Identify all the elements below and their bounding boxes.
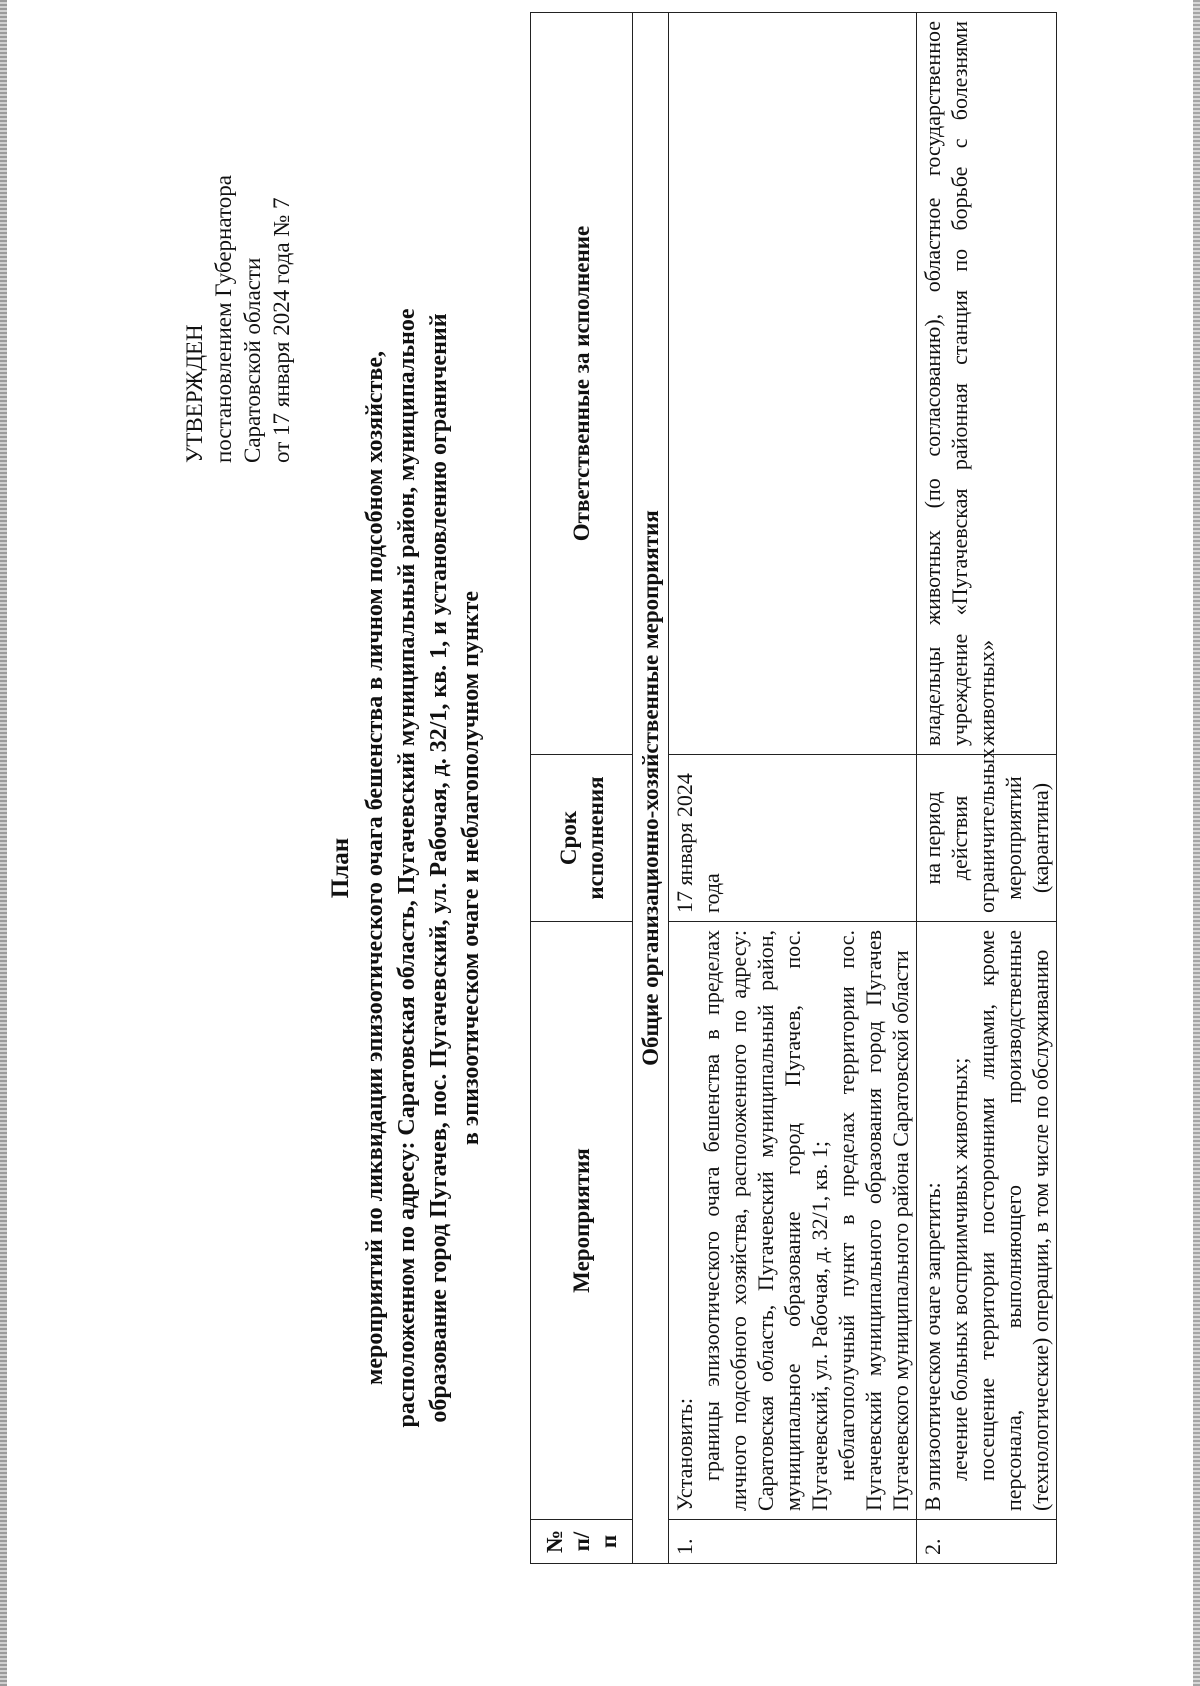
row-number: 2. bbox=[917, 1520, 1057, 1564]
title-line: мероприятий по ликвидации эпизоотического очага бешенства в личном подсобном хозяйстве, bbox=[362, 351, 388, 1385]
responsible-text: владельцы животных (по согласованию), областное государственное учреждение «Пугачевская районная станция по борьбе с болезнями животных» bbox=[920, 21, 999, 746]
action-paragraph: лечение больных восприимчивых животных; bbox=[947, 1057, 972, 1481]
row-term: на период действия ограничительных мероприятий (карантина) bbox=[917, 755, 1057, 922]
scan-edge-right bbox=[1193, 0, 1200, 1686]
header-responsible: Ответственные за исполнение bbox=[531, 13, 633, 755]
scan-edge-left bbox=[0, 0, 7, 1686]
action-paragraph: посещение территории посторонними лицами, кроме персонала, выполняющего производственные (технологические) операции, в том числе по обслуживанию bbox=[974, 930, 1053, 1511]
approval-line: постановлением Губернатора bbox=[211, 175, 236, 463]
section-row bbox=[633, 13, 669, 1564]
action-lead: В эпизоотическом очаге запретить: bbox=[920, 1182, 945, 1511]
rotated-document-page bbox=[10, 18, 1190, 1678]
header-term: Срок исполнения bbox=[531, 755, 633, 922]
action-lead: Установить: bbox=[672, 1397, 697, 1511]
table-row bbox=[917, 13, 1057, 1564]
approval-heading: УТВЕРЖДЕН bbox=[182, 324, 207, 463]
action-paragraph: границы эпизоотического очага бешенства в пределах личного подсобного хозяйства, расположенного по адресу: Саратовская область, Пугачевский муниципальный район, муниципальное образование город Пугачев, пос. Пугачевский, ул. Рабочая, д. 32/1, кв. 1; bbox=[699, 930, 832, 1511]
document-title bbox=[325, 168, 487, 1568]
row-action bbox=[917, 922, 1057, 1520]
title-plan-word: План bbox=[327, 837, 354, 899]
table-header-row bbox=[531, 13, 633, 1564]
title-line: образование город Пугачев, пос. Пугачевский, ул. Рабочая, д. 32/1, кв. 1, и установлению ограничений bbox=[426, 313, 452, 1423]
plan-table bbox=[530, 12, 1057, 1564]
approval-date: от 17 января 2024 года № 7 bbox=[269, 197, 294, 463]
header-num: № п/п bbox=[531, 1520, 633, 1564]
approval-stamp-block bbox=[180, 43, 296, 463]
header-action: Мероприятия bbox=[531, 922, 633, 1520]
action-paragraph: неблагополучный пункт в пределах территории пос. Пугачевский муниципального образования город Пугачев Пугачевского муниципального района Саратовской области bbox=[834, 930, 913, 1511]
row-responsible bbox=[669, 13, 917, 755]
approval-line: Саратовской области bbox=[240, 257, 265, 463]
title-line: расположенном по адресу: Саратовская область, Пугачевский муниципальный район, муниципальное bbox=[394, 308, 420, 1428]
row-action bbox=[669, 922, 917, 1520]
table-row bbox=[669, 13, 917, 1564]
section-title: Общие организационно-хозяйственные мероприятия bbox=[633, 13, 669, 1564]
row-term: 17 января 2024 года bbox=[669, 755, 917, 922]
row-responsible bbox=[917, 13, 1057, 755]
title-line: в эпизоотическом очаге и неблагополучном пункте bbox=[458, 590, 484, 1146]
row-number: 1. bbox=[669, 1520, 917, 1564]
